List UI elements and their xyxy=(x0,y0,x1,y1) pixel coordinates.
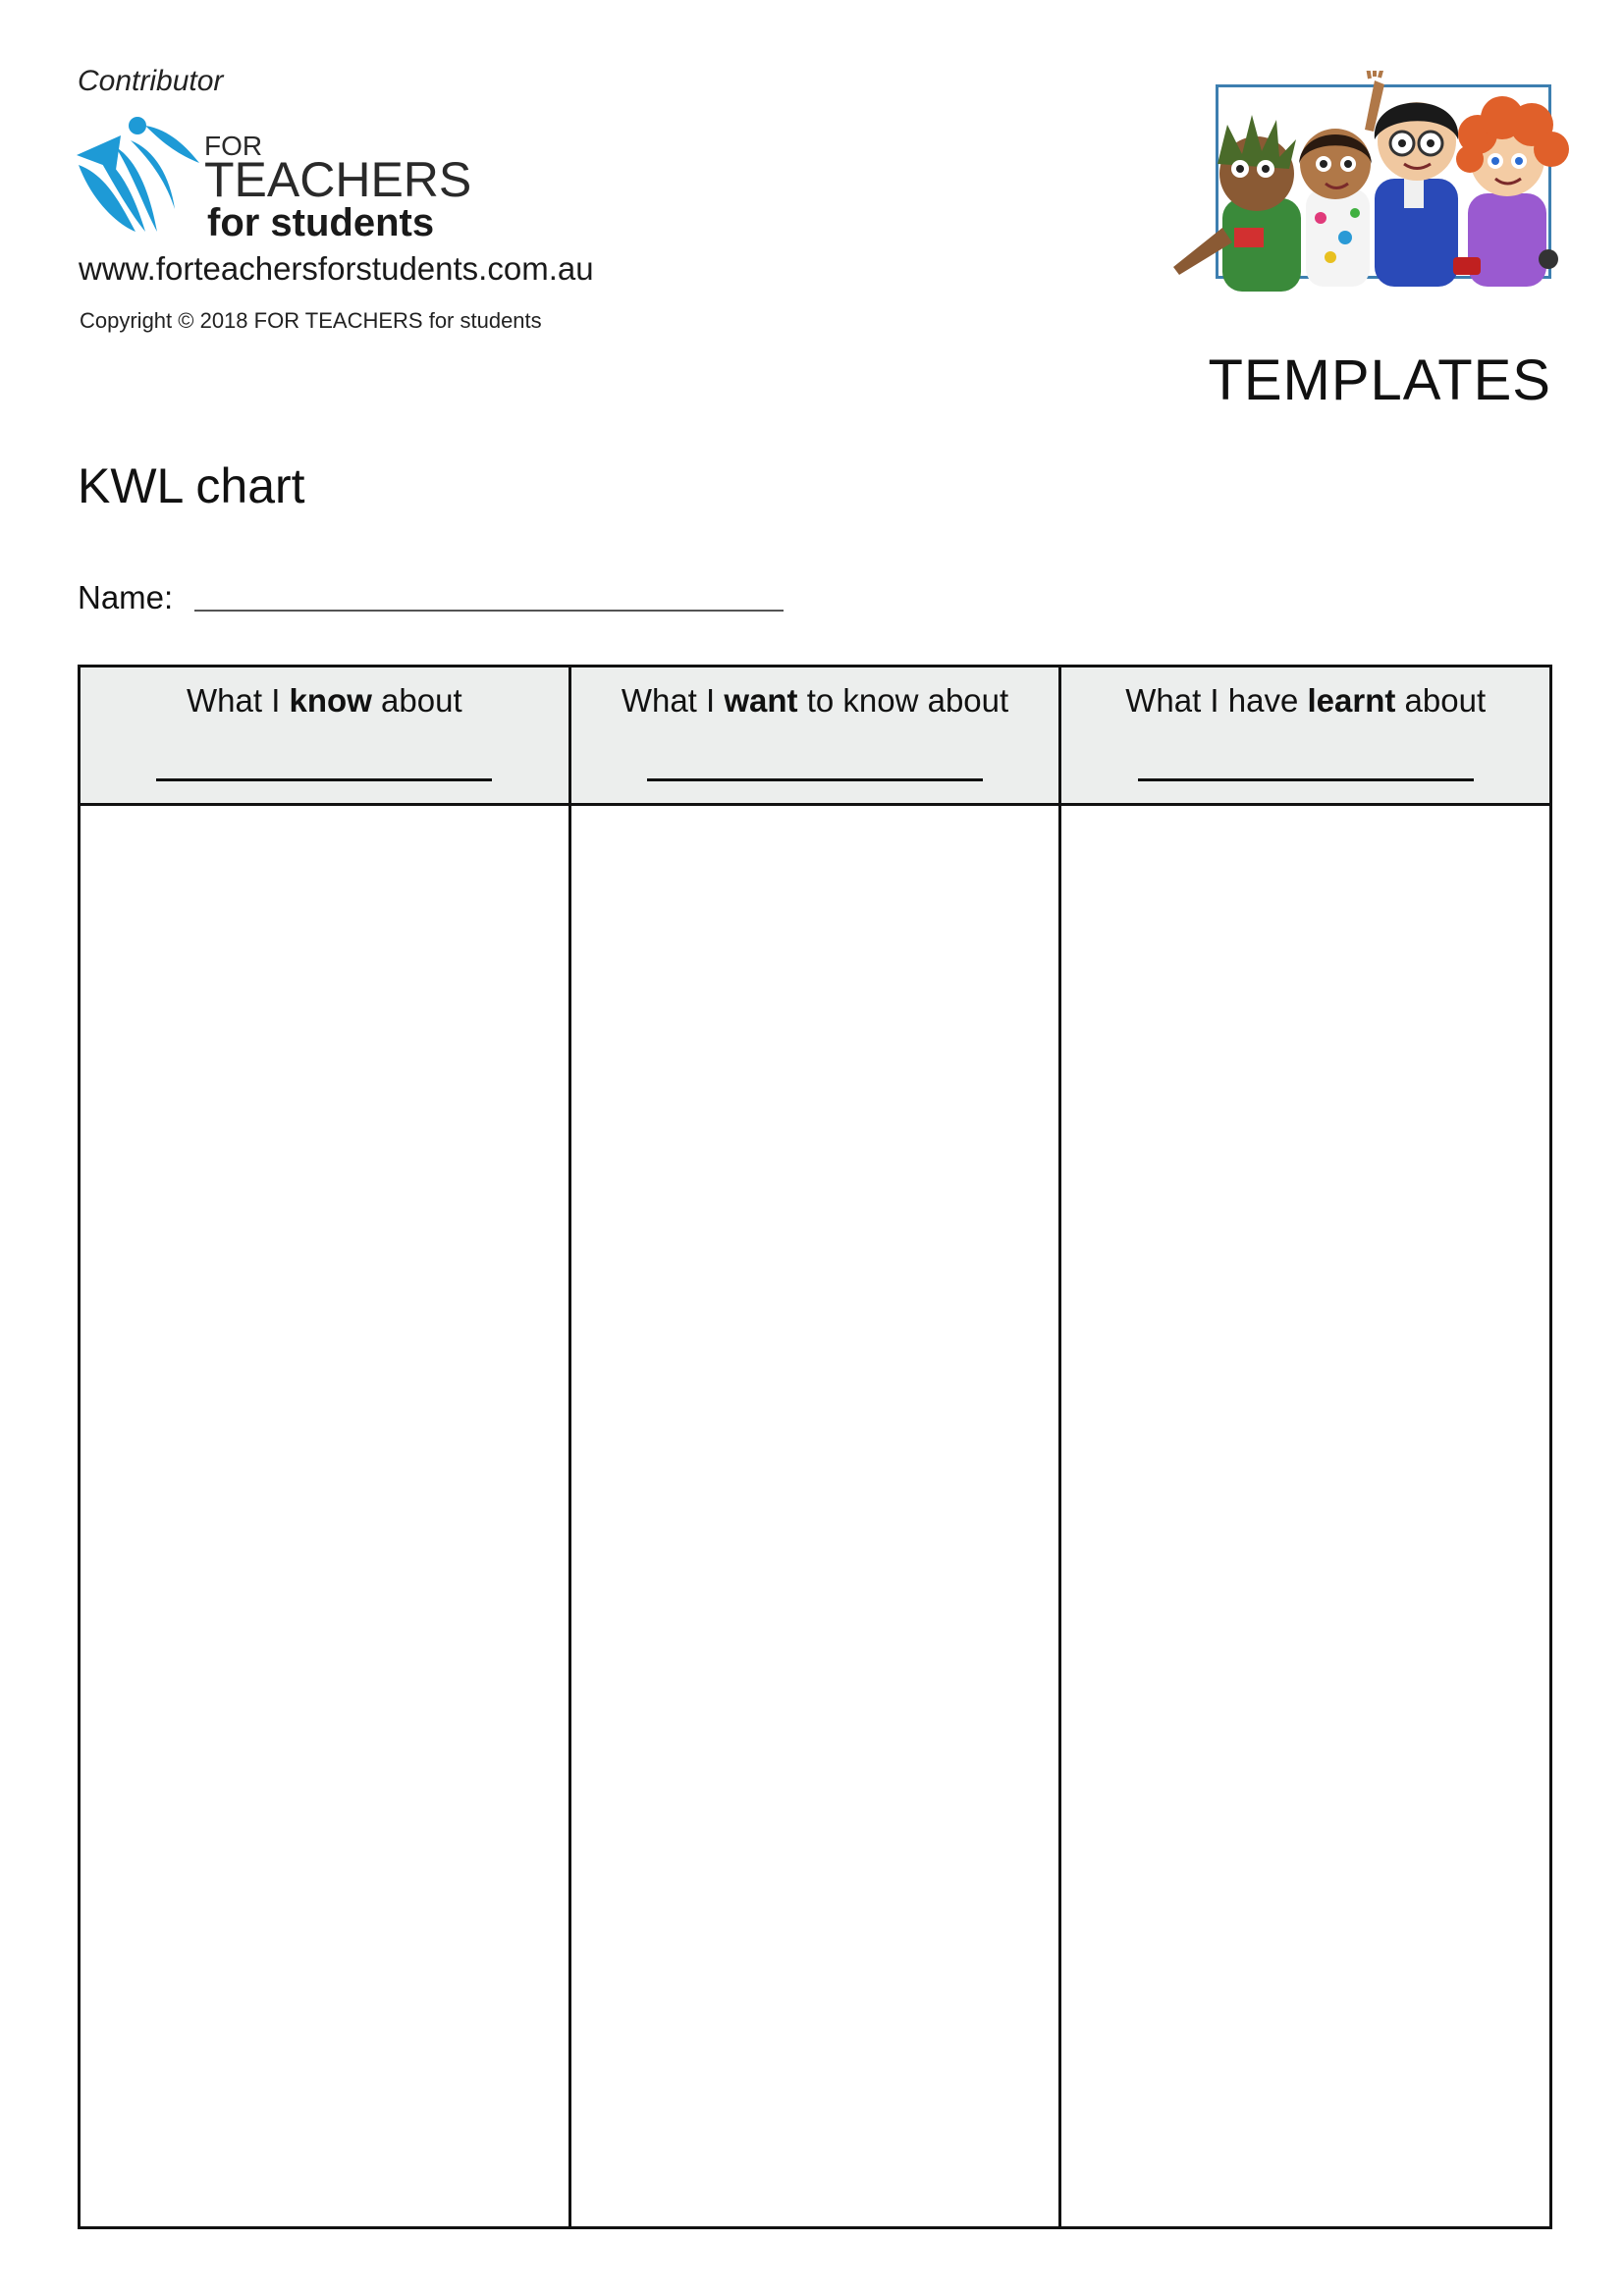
kwl-header-bold: learnt xyxy=(1307,682,1396,719)
cartoon-kids-mascot-illustration xyxy=(1164,71,1596,296)
logo-text-students: for students xyxy=(207,201,435,244)
kwl-header-label xyxy=(81,682,568,720)
kwl-header xyxy=(81,667,568,806)
logo-text-for: FOR xyxy=(204,131,263,161)
topic-blank[interactable] xyxy=(647,778,983,781)
logo-text-teachers: TEACHERS xyxy=(204,152,472,207)
contributor-label: Contributor xyxy=(78,65,224,97)
topic-blank[interactable] xyxy=(1138,778,1474,781)
kwl-header-pre: What I xyxy=(187,682,290,719)
name-label: Name: xyxy=(78,579,174,615)
topic-blank[interactable] xyxy=(156,778,492,781)
kwl-header-post: about xyxy=(1395,682,1487,719)
section-title: TEMPLATES xyxy=(1208,348,1551,412)
name-field[interactable] xyxy=(194,610,784,612)
kwl-column-want xyxy=(568,667,1059,2226)
kwl-header-label xyxy=(571,682,1059,720)
book-swoosh-logo-icon xyxy=(77,116,202,234)
kwl-body-cell[interactable] xyxy=(1061,806,1549,2226)
copyright-notice: Copyright © 2018 FOR TEACHERS for students xyxy=(80,308,542,333)
kwl-column-know xyxy=(81,667,568,2226)
kwl-table xyxy=(78,665,1552,2229)
page-title: KWL chart xyxy=(78,458,305,513)
kwl-body-cell[interactable] xyxy=(571,806,1059,2226)
kwl-header-bold: want xyxy=(724,682,798,719)
kwl-header-post: to know about xyxy=(797,682,1009,719)
kwl-header xyxy=(1061,667,1549,806)
kwl-header-label xyxy=(1061,682,1549,720)
kwl-column-learnt xyxy=(1058,667,1549,2226)
kwl-header-bold: know xyxy=(289,682,372,719)
kwl-header-pre: What I have xyxy=(1125,682,1308,719)
brand-logo xyxy=(77,116,489,243)
kwl-header-post: about xyxy=(371,682,462,719)
website-link[interactable]: www.forteachersforstudents.com.au xyxy=(79,250,594,287)
kwl-header xyxy=(571,667,1059,806)
kwl-header-pre: What I xyxy=(621,682,725,719)
kwl-body-cell[interactable] xyxy=(81,806,568,2226)
